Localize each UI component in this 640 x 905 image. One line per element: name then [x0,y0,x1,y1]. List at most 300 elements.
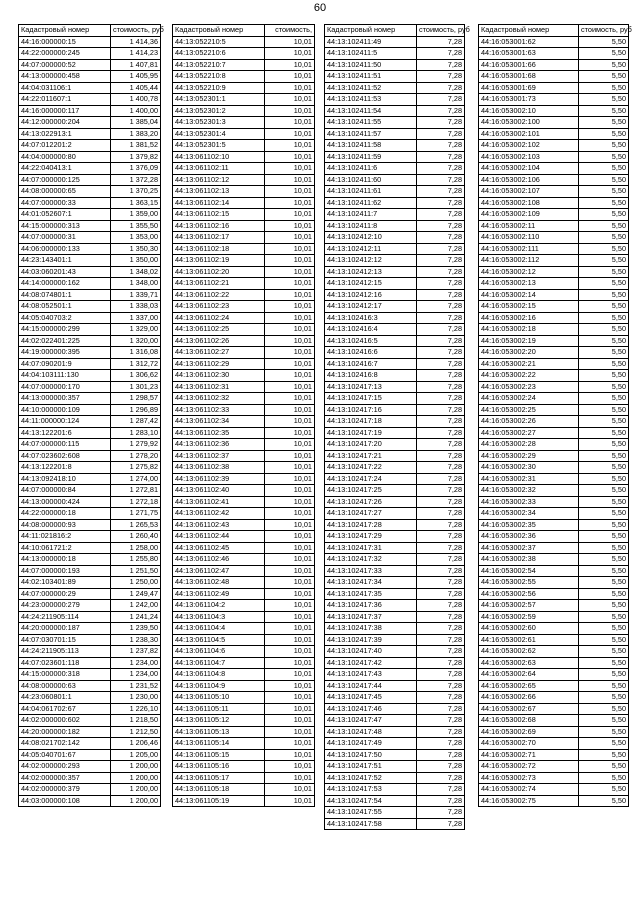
cadastral-number-cell: 44:16:053002:19 [479,335,579,347]
value-cell: 10,01 [265,450,315,462]
value-cell: 10,01 [265,784,315,796]
table-row [479,761,629,773]
table-row [19,174,161,186]
cadastral-number-cell: 44:13:061102:22 [173,289,265,301]
cadastral-number-cell: 44:12:000000:204 [19,117,111,129]
table-row [173,462,315,474]
table-row [19,335,161,347]
value-cell: 10,01 [265,266,315,278]
cadastral-number-cell: 44:13:122201:8 [19,462,111,474]
value-cell: 10,01 [265,312,315,324]
table-row [19,94,161,106]
value-cell: 10,01 [265,59,315,71]
cadastral-number-cell: 44:13:061102:47 [173,565,265,577]
cadastral-number-cell: 44:13:061102:15 [173,209,265,221]
value-cell: 1 339,71 [111,289,161,301]
value-cell: 1 234,00 [111,669,161,681]
table-row [479,565,629,577]
cadastral-number-cell: 44:13:000000:18 [19,554,111,566]
table-row [325,623,465,635]
cadastral-number-cell: 44:23:000000:279 [19,600,111,612]
table-row [173,370,315,382]
cadastral-number-cell: 44:16:053002:27 [479,427,579,439]
cadastral-number-cell: 44:13:102417:36 [325,600,417,612]
header-cadastral-number: Кадастровый номер [19,25,111,37]
cadastral-number-cell: 44:10:000000:109 [19,404,111,416]
cadastral-number-cell: 44:07:000000:115 [19,439,111,451]
value-cell: 1 260,40 [111,531,161,543]
cadastral-number-cell: 44:22:011607:1 [19,94,111,106]
cadastral-number-cell: 44:16:053002:30 [479,462,579,474]
value-cell: 7,28 [417,370,465,382]
value-cell: 10,01 [265,749,315,761]
table-row [19,36,161,48]
value-cell: 5,50 [579,36,629,48]
cadastral-number-cell: 44:13:122201:6 [19,427,111,439]
table-row [19,485,161,497]
cadastral-number-cell: 44:16:053002:33 [479,496,579,508]
value-cell: 5,50 [579,542,629,554]
value-cell: 7,28 [417,634,465,646]
table-row [479,439,629,451]
cadastral-number-cell: 44:06:000000:133 [19,243,111,255]
cadastral-number-cell: 44:16:053002:21 [479,358,579,370]
value-cell: 5,50 [579,186,629,198]
table-row [173,94,315,106]
cadastral-number-cell: 44:16:053002:73 [479,772,579,784]
value-cell: 10,01 [265,174,315,186]
table-row [479,128,629,140]
table-row [19,324,161,336]
table-row [19,404,161,416]
cadastral-number-cell: 44:13:061102:42 [173,508,265,520]
value-cell: 1 312,72 [111,358,161,370]
table-row [19,370,161,382]
cadastral-number-cell: 44:22:000000:245 [19,48,111,60]
table-row [19,680,161,692]
table-row [173,439,315,451]
value-cell: 5,50 [579,427,629,439]
cadastral-number-cell: 44:07:000000:52 [19,59,111,71]
value-cell: 7,28 [417,738,465,750]
table-row [173,784,315,796]
table-row [325,565,465,577]
cadastral-number-cell: 44:16:053002:36 [479,531,579,543]
value-cell: 1 226,10 [111,703,161,715]
table-row [325,726,465,738]
value-cell: 5,50 [579,209,629,221]
table-row [19,278,161,290]
table-row [325,186,465,198]
value-cell: 1 381,52 [111,140,161,152]
value-cell: 1 298,57 [111,393,161,405]
cadastral-number-cell: 44:07:012201:2 [19,140,111,152]
cadastral-table-3 [324,24,470,830]
value-cell: 1 212,50 [111,726,161,738]
value-cell: 1 414,23 [111,48,161,60]
value-cell: 7,28 [417,186,465,198]
cadastral-number-cell: 44:16:053002:108 [479,197,579,209]
value-cell: 1 200,00 [111,795,161,807]
value-cell: 7,28 [417,48,465,60]
table-row [19,220,161,232]
cadastral-number-cell: 44:16:053002:70 [479,738,579,750]
table-row [325,542,465,554]
table-row [479,715,629,727]
table-row [479,289,629,301]
table-row [173,36,315,48]
table-row [173,588,315,600]
cadastral-number-cell: 44:13:102417:19 [325,427,417,439]
table-row [19,197,161,209]
cadastral-number-cell: 44:13:102412:11 [325,243,417,255]
value-cell: 5,50 [579,462,629,474]
value-cell: 10,01 [265,358,315,370]
table-row [19,243,161,255]
value-cell: 5,50 [579,611,629,623]
cadastral-number-cell: 44:16:053001:62 [479,36,579,48]
table-row [173,611,315,623]
table-row [325,220,465,232]
value-cell: 7,28 [417,450,465,462]
cadastral-number-cell: 44:13:102411:7 [325,209,417,221]
cadastral-number-cell: 44:13:102411:50 [325,59,417,71]
table-row [19,427,161,439]
cadastral-number-cell: 44:13:102412:17 [325,301,417,313]
cadastral-number-cell: 44:20:000000:182 [19,726,111,738]
cadastral-number-cell: 44:13:102411:54 [325,105,417,117]
cadastral-number-cell: 44:13:000000:357 [19,393,111,405]
value-cell: 5,50 [579,485,629,497]
table-row [19,71,161,83]
cadastral-number-cell: 44:16:053002:34 [479,508,579,520]
value-cell: 1 272,81 [111,485,161,497]
cadastral-number-cell: 44:10:061721:2 [19,542,111,554]
value-cell: 5,50 [579,680,629,692]
table-row [479,496,629,508]
cadastral-number-cell: 44:13:102417:43 [325,669,417,681]
cadastral-number-cell: 44:16:000000:117 [19,105,111,117]
value-cell: 1 200,00 [111,784,161,796]
cadastral-number-cell: 44:13:102412:10 [325,232,417,244]
value-cell: 1 320,00 [111,335,161,347]
cadastral-number-cell: 44:13:061102:26 [173,335,265,347]
value-cell: 5,50 [579,508,629,520]
cadastral-number-cell: 44:16:053002:112 [479,255,579,267]
table-row [325,94,465,106]
value-cell: 10,01 [265,163,315,175]
value-cell: 5,50 [579,577,629,589]
cadastral-number-cell: 44:13:061102:24 [173,312,265,324]
cadastral-number-cell: 44:13:102416:4 [325,324,417,336]
cadastral-number-cell: 44:05:040701:67 [19,749,111,761]
table-row [19,749,161,761]
table-row [479,519,629,531]
cadastral-number-cell: 44:13:102411:52 [325,82,417,94]
table-row [173,554,315,566]
table-row [173,266,315,278]
value-cell: 5,50 [579,220,629,232]
table-row [479,611,629,623]
value-cell: 7,28 [417,600,465,612]
table-row [173,117,315,129]
value-cell: 5,50 [579,163,629,175]
cadastral-number-cell: 44:13:102417:38 [325,623,417,635]
value-cell: 5,50 [579,519,629,531]
value-cell: 5,50 [579,784,629,796]
cadastral-number-cell: 44:08:000000:63 [19,680,111,692]
header-value: стоимость, руб [111,25,161,37]
table-row [19,59,161,71]
cadastral-number-cell: 44:07:000000:31 [19,232,111,244]
header-value: стоимость, [265,25,315,37]
value-cell: 5,50 [579,703,629,715]
table-row [19,531,161,543]
value-cell: 1 376,09 [111,163,161,175]
table-row [325,657,465,669]
table-row [325,370,465,382]
cadastral-number-cell: 44:13:061102:17 [173,232,265,244]
table-row [479,703,629,715]
cadastral-number-cell: 44:13:061105:15 [173,749,265,761]
cadastral-number-cell: 44:16:053002:25 [479,404,579,416]
value-cell: 5,50 [579,473,629,485]
table-row [173,657,315,669]
table-row [173,772,315,784]
table-row [173,531,315,543]
value-cell: 5,50 [579,82,629,94]
table-row [479,508,629,520]
value-cell: 7,28 [417,324,465,336]
table-row [19,634,161,646]
cadastral-number-cell: 44:16:053002:14 [479,289,579,301]
cadastral-number-cell: 44:13:061102:48 [173,577,265,589]
value-cell: 10,01 [265,519,315,531]
cadastral-number-cell: 44:16:053002:54 [479,565,579,577]
cadastral-number-cell: 44:13:061102:45 [173,542,265,554]
table-row [173,623,315,635]
cadastral-number-cell: 44:13:061102:49 [173,588,265,600]
cadastral-number-cell: 44:16:053002:69 [479,726,579,738]
cadastral-number-cell: 44:13:102416:7 [325,358,417,370]
table-row [19,542,161,554]
table-row [479,485,629,497]
cadastral-table-1 [18,24,164,807]
cadastral-number-cell: 44:16:053002:104 [479,163,579,175]
value-cell: 1 337,00 [111,312,161,324]
table-row [325,71,465,83]
table-row [479,278,629,290]
value-cell: 7,28 [417,795,465,807]
table-row [479,94,629,106]
cadastral-number-cell: 44:13:061102:39 [173,473,265,485]
table-row [173,105,315,117]
value-cell: 5,50 [579,243,629,255]
value-cell: 5,50 [579,255,629,267]
value-cell: 7,28 [417,301,465,313]
cadastral-number-cell: 44:07:000000:29 [19,588,111,600]
cadastral-number-cell: 44:16:053002:11 [479,220,579,232]
cadastral-number-cell: 44:16:053002:61 [479,634,579,646]
value-cell: 7,28 [417,289,465,301]
value-cell: 1 239,50 [111,623,161,635]
value-cell: 10,01 [265,289,315,301]
table-row [173,680,315,692]
table-row [19,105,161,117]
cadastral-number-cell: 44:07:000000:193 [19,565,111,577]
cadastral-number-cell: 44:13:102411:49 [325,36,417,48]
value-cell: 1 296,89 [111,404,161,416]
table-row [325,335,465,347]
value-cell: 5,50 [579,312,629,324]
value-cell: 7,28 [417,772,465,784]
table-header-row [479,25,629,37]
cadastral-number-cell: 44:16:053002:31 [479,473,579,485]
cadastral-number-cell: 44:16:053002:72 [479,761,579,773]
value-cell: 1 359,00 [111,209,161,221]
table-row [325,232,465,244]
table-row [19,611,161,623]
cadastral-number-cell: 44:13:102417:33 [325,565,417,577]
table-row [19,623,161,635]
cadastral-number-cell: 44:16:053002:65 [479,680,579,692]
table-row [479,577,629,589]
table-row [19,140,161,152]
cadastral-number-cell: 44:13:061102:12 [173,174,265,186]
cadastral-number-cell: 44:13:102411:5 [325,48,417,60]
table-row [325,450,465,462]
table-row [325,784,465,796]
value-cell: 5,50 [579,358,629,370]
value-cell: 1 265,53 [111,519,161,531]
table-row [479,232,629,244]
cadastral-number-cell: 44:11:021816:2 [19,531,111,543]
value-cell: 1 242,00 [111,600,161,612]
value-cell: 1 255,80 [111,554,161,566]
value-cell: 7,28 [417,496,465,508]
value-cell: 1 275,82 [111,462,161,474]
value-cell: 5,50 [579,657,629,669]
table-row [325,692,465,704]
cadastral-number-cell: 44:13:102417:52 [325,772,417,784]
table-row [479,220,629,232]
cadastral-number-cell: 44:13:052301:5 [173,140,265,152]
cadastral-number-cell: 44:16:053002:75 [479,795,579,807]
table-row [479,174,629,186]
table-row [19,347,161,359]
table-row [325,59,465,71]
value-cell: 5,50 [579,416,629,428]
value-cell: 7,28 [417,485,465,497]
value-cell: 7,28 [417,220,465,232]
table-row [325,381,465,393]
value-cell: 5,50 [579,439,629,451]
value-cell: 1 241,24 [111,611,161,623]
table-row [173,59,315,71]
cadastral-number-cell: 44:02:000000:293 [19,761,111,773]
table-row [19,416,161,428]
table-row [325,174,465,186]
table-row [19,393,161,405]
cadastral-number-cell: 44:16:053002:35 [479,519,579,531]
cadastral-number-cell: 44:19:000000:395 [19,347,111,359]
value-cell: 1 379,82 [111,151,161,163]
cadastral-number-cell: 44:13:092418:10 [19,473,111,485]
cadastral-number-cell: 44:13:061104:9 [173,680,265,692]
table-row [479,542,629,554]
cadastral-number-cell: 44:16:053002:111 [479,243,579,255]
table-row [173,795,315,807]
value-cell: 10,01 [265,554,315,566]
value-cell: 10,01 [265,646,315,658]
table-row [325,105,465,117]
cadastral-number-cell: 44:13:102416:8 [325,370,417,382]
table-row [479,634,629,646]
cadastral-number-cell: 44:13:102417:58 [325,818,417,830]
value-cell: 1 274,00 [111,473,161,485]
cadastral-number-cell: 44:07:023601:118 [19,657,111,669]
table-row [19,151,161,163]
cadastral-number-cell: 44:13:061102:38 [173,462,265,474]
cadastral-number-cell: 44:03:000000:108 [19,795,111,807]
table-row [325,209,465,221]
table-row [19,554,161,566]
cadastral-number-cell: 44:13:061105:14 [173,738,265,750]
value-cell: 1 363,15 [111,197,161,209]
cadastral-number-cell: 44:13:102417:51 [325,761,417,773]
value-cell: 7,28 [417,358,465,370]
value-cell: 10,01 [265,416,315,428]
value-cell: 10,01 [265,381,315,393]
table-row [173,197,315,209]
cadastral-number-cell: 44:16:053002:106 [479,174,579,186]
value-cell: 7,28 [417,508,465,520]
table-row [479,726,629,738]
cadastral-number-cell: 44:13:052210:5 [173,36,265,48]
table-row [479,82,629,94]
value-cell: 10,01 [265,761,315,773]
cadastral-number-cell: 44:16:053002:107 [479,186,579,198]
table-row [19,266,161,278]
table-row [173,289,315,301]
cadastral-number-cell: 44:13:102417:45 [325,692,417,704]
cadastral-number-cell: 44:16:053002:66 [479,692,579,704]
value-cell: 1 278,20 [111,450,161,462]
value-cell: 1 237,82 [111,646,161,658]
cadastral-number-cell: 44:02:022401:225 [19,335,111,347]
table-row [19,450,161,462]
cadastral-number-cell: 44:15:000000:318 [19,669,111,681]
table-row [325,795,465,807]
cadastral-number-cell: 44:13:102417:26 [325,496,417,508]
value-cell: 1 329,00 [111,324,161,336]
table-row [325,312,465,324]
table-row [173,128,315,140]
value-cell: 5,50 [579,94,629,106]
cadastral-number-cell: 44:22:000000:18 [19,508,111,520]
table-row [173,485,315,497]
header-cadastral-number: Кадастровый номер [173,25,265,37]
value-cell: 7,28 [417,703,465,715]
table-row [325,439,465,451]
cadastral-number-cell: 44:13:061105:11 [173,703,265,715]
cadastral-number-cell: 44:13:102411:53 [325,94,417,106]
cadastral-number-cell: 44:13:061102:23 [173,301,265,313]
table-row [19,508,161,520]
value-cell: 5,50 [579,117,629,129]
value-cell: 1 400,78 [111,94,161,106]
value-cell: 10,01 [265,542,315,554]
